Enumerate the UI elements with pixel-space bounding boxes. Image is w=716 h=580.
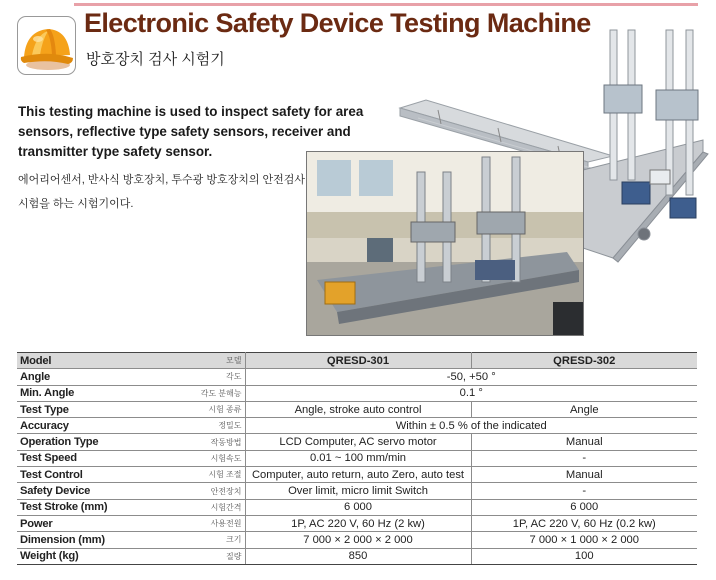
row-label-ko: 각도 (120, 369, 245, 385)
row-value-301: 7 000 × 2 000 × 2 000 (245, 532, 471, 548)
row-label-ko: 크기 (120, 532, 245, 548)
row-value-302: 6 000 (471, 499, 697, 515)
table-row (17, 483, 697, 499)
row-value-301: 1P, AC 220 V, 60 Hz (2 kw) (245, 515, 471, 531)
row-label: Power (17, 515, 120, 531)
hard-hat-icon (17, 16, 76, 75)
row-label-ko: 시험 종류 (120, 401, 245, 417)
row-value-302: 7 000 × 1 000 × 2 000 (471, 532, 697, 548)
row-label: Safety Device (17, 483, 120, 499)
row-label-ko: 사용전원 (120, 515, 245, 531)
row-value-301: LCD Computer, AC servo motor (245, 434, 471, 450)
page-title: Electronic Safety Device Testing Machine (84, 8, 591, 38)
row-value-301: 850 (245, 548, 471, 564)
row-value-302: 1P, AC 220 V, 60 Hz (0.2 kw) (471, 515, 697, 531)
table-row (17, 418, 697, 434)
row-value-302: - (471, 483, 697, 499)
table-row (17, 385, 697, 401)
row-label: Test Speed (17, 450, 120, 466)
row-shared-value: 0.1 ° (245, 385, 697, 401)
table-row (17, 499, 697, 515)
row-label: Test Control (17, 467, 120, 483)
specification-table (17, 352, 697, 565)
row-label: Angle (17, 369, 120, 385)
table-row (17, 532, 697, 548)
accent-line (74, 3, 698, 6)
row-label-ko: 시험속도 (120, 450, 245, 466)
row-value-302: Manual (471, 434, 697, 450)
row-value-301: 6 000 (245, 499, 471, 515)
table-row (17, 369, 697, 385)
table-row (17, 548, 697, 564)
table-row (17, 467, 697, 483)
row-label-ko: 각도 분해능 (120, 385, 245, 401)
row-label-ko: 작동방법 (120, 434, 245, 450)
table-row (17, 434, 697, 450)
description-english: This testing machine is used to inspect safety for area sensors, reflective type safety sensors, receiver and transmitter type safety sensor. (18, 104, 364, 159)
header-label-ko: 모델 (120, 353, 245, 369)
row-label: Min. Angle (17, 385, 120, 401)
row-value-301: 0.01 ~ 100 mm/min (245, 450, 471, 466)
row-value-302: Manual (471, 467, 697, 483)
row-label: Test Type (17, 401, 120, 417)
row-shared-value: -50, +50 ° (245, 369, 697, 385)
row-label-ko: 질량 (120, 548, 245, 564)
row-label-ko: 시험간격 (120, 499, 245, 515)
header-label: Model (17, 353, 120, 369)
row-label: Test Stroke (mm) (17, 499, 120, 515)
description-korean: 에어리어센서, 반사식 방호장치, 투수광 방호장치의 안전검사 시험을 하는 시험기이다. (18, 174, 306, 210)
table-header-row (17, 353, 697, 369)
row-label: Accuracy (17, 418, 120, 434)
row-label-ko: 정밀도 (120, 418, 245, 434)
row-label: Operation Type (17, 434, 120, 450)
row-value-301: Computer, auto return, auto Zero, auto test (245, 467, 471, 483)
row-label-ko: 안전장치 (120, 483, 245, 499)
row-value-301: Over limit, micro limit Switch (245, 483, 471, 499)
model-column-302: QRESD-302 (471, 353, 697, 369)
row-shared-value: Within ± 0.5 % of the indicated (245, 418, 697, 434)
table-row (17, 515, 697, 531)
row-label: Dimension (mm) (17, 532, 120, 548)
table-row (17, 401, 697, 417)
row-value-302: 100 (471, 548, 697, 564)
row-value-302: - (471, 450, 697, 466)
row-label: Weight (kg) (17, 548, 120, 564)
row-value-301: Angle, stroke auto control (245, 401, 471, 417)
model-column-301: QRESD-301 (245, 353, 471, 369)
row-label-ko: 시험 조절 (120, 467, 245, 483)
row-value-302: Angle (471, 401, 697, 417)
page-subtitle: 방호장치 검사 시험기 (86, 51, 225, 68)
table-row (17, 450, 697, 466)
machine-installation-photo (306, 151, 584, 336)
